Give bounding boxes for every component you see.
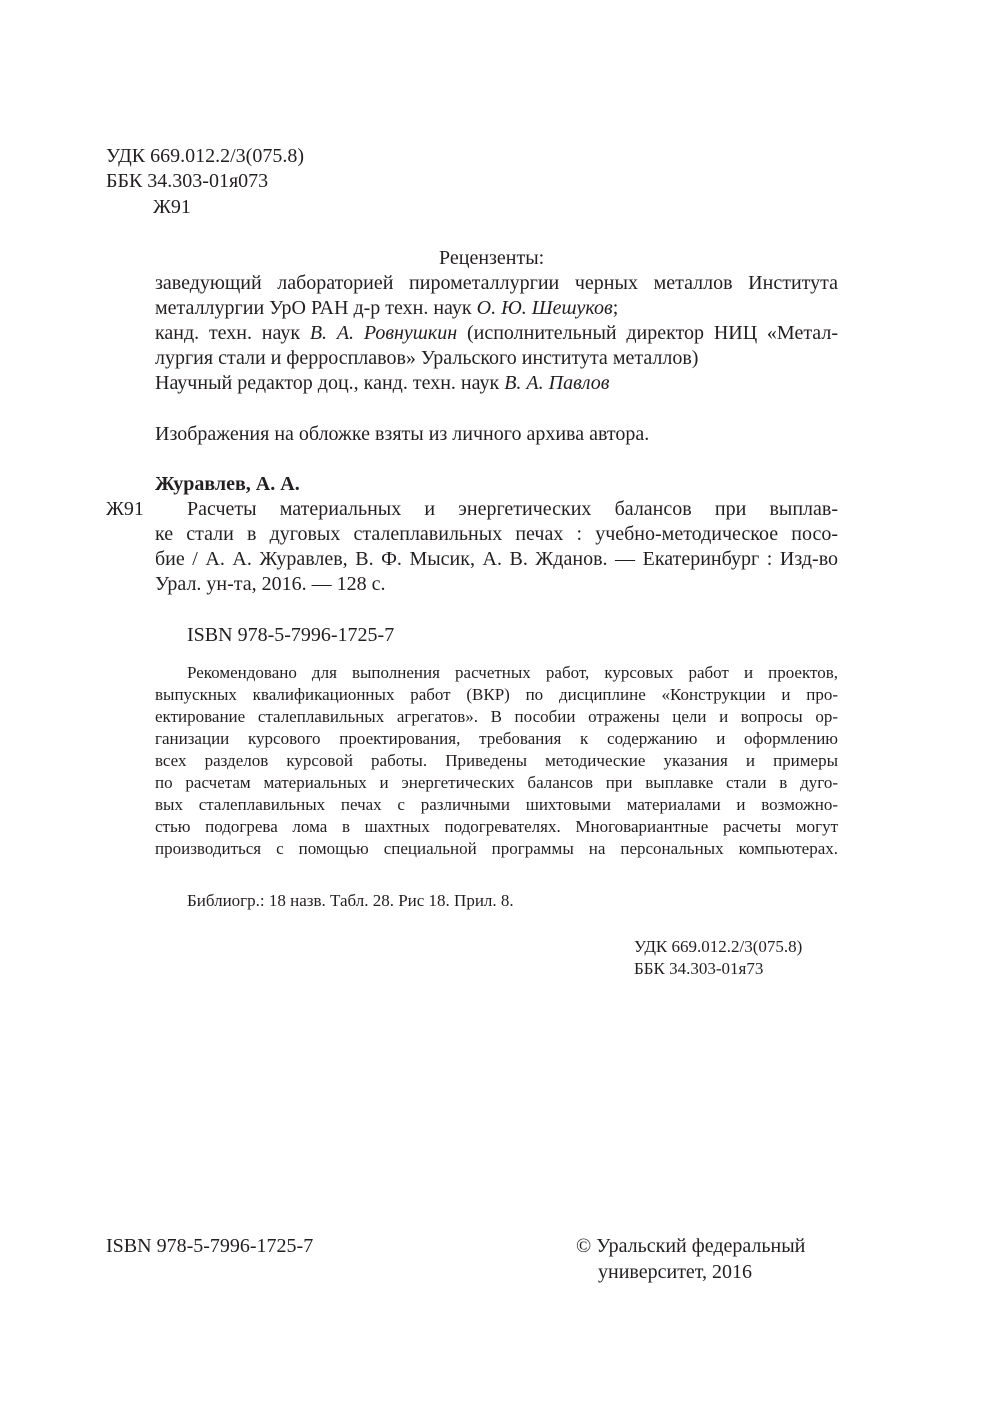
udk-footer: УДК 669.012.2/3(075.8) [634,937,803,956]
bib-line-2: ке стали в дуговых сталеплавильных печах : учебно-методическое посо- [155,523,838,545]
abstract-line-4: ганизации курсового проектирования, требования к содержанию и оформлению [155,729,838,748]
bbk-header: ББК 34.303-01я073 [106,170,269,192]
footer-isbn: ISBN 978-5-7996-1725-7 [106,1235,314,1257]
reviewers-line-2-punct: ; [612,297,619,319]
scientific-editor-text: Научный редактор доц., канд. техн. наук [155,372,505,394]
bibliography-note: Библиогр.: 18 назв. Табл. 28. Рис 18. Прил. 8. [187,891,514,910]
copyright-line-2: университет, 2016 [598,1261,753,1283]
abstract-line-9: производиться с помощью специальной программы на персональных компьютерах. [155,839,838,858]
reviewers-line-2-text: металлургии УрО РАН д-р техн. наук [155,297,477,319]
abstract-line-1: Рекомендовано для выполнения расчетных работ, курсовых работ и проектов, [187,663,838,682]
bib-isbn: ISBN 978-5-7996-1725-7 [187,624,395,646]
abstract-line-3: ектирование сталеплавильных агрегатов». В пособии отражены цели и вопросы ор- [155,707,838,726]
reviewers-line-3-rest: (исполнительный директор НИЦ «Метал- [457,322,839,344]
author-mark: Ж91 [106,498,144,520]
reviewers-line-1: заведующий лабораторией пирометаллургии черных металлов Института [155,272,838,294]
bib-line-3: бие / А. А. Журавлев, В. Ф. Мысик, А. В. Жданов. — Екатеринбург : Изд-во [155,548,838,570]
reviewers-line-2 [155,295,618,321]
bbk-footer: ББК 34.303-01я73 [634,959,764,978]
scientific-editor [155,370,609,396]
abstract-line-7: вых сталеплавильных печах с различными шихтовыми материалами и возможно- [155,795,838,814]
book-author: Журавлев, А. А. [155,473,300,495]
bib-line-1: Расчеты материальных и энергетических балансов при выплав- [187,498,838,520]
cover-note: Изображения на обложке взяты из личного архива автора. [155,423,650,445]
reviewers-line-4: лургия стали и ферросплавов» Уральского института металлов) [155,347,699,369]
udk-header: УДК 669.012.2/3(075.8) [106,145,304,167]
copyright-line-1: © Уральский федеральный [576,1235,806,1257]
reviewers-line-3 [155,320,838,346]
abstract-line-5: всех разделов курсовой работы. Приведены методические указания и примеры [155,751,838,770]
abstract-line-2: выпускных квалификационных работ (ВКР) по дисциплине «Конструкции и про- [155,685,838,704]
reviewers-title: Рецензенты: [439,247,545,269]
abstract-line-6: по расчетам материальных и энергетических балансов при выплавке стали в дуго- [155,773,838,792]
reviewer-name-1: О. Ю. Шешуков [476,297,613,319]
reviewers-line-3-text: канд. техн. наук [155,322,310,344]
abstract-line-8: стью подогрева лома в шахтных подогревателях. Многовариантные расчеты могут [155,817,838,836]
reviewer-name-2: В. А. Ровнушкин [309,322,458,344]
scientific-editor-name: В. А. Павлов [504,372,610,394]
author-mark-header: Ж91 [153,196,191,218]
bib-line-4: Урал. ун-та, 2016. — 128 с. [155,573,386,595]
